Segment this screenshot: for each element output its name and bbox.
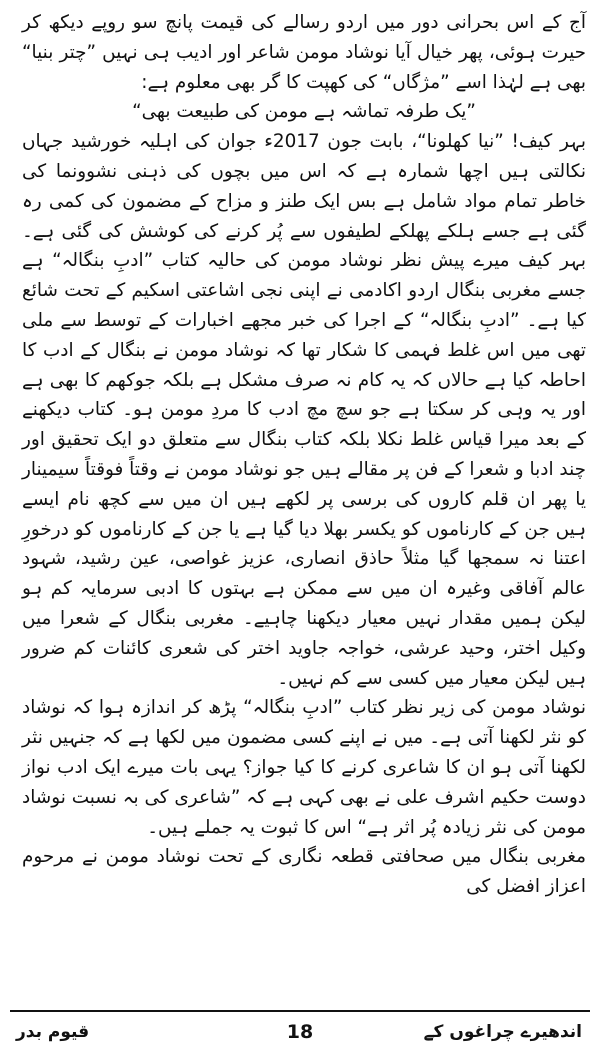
- page-footer: [10, 1016, 590, 1048]
- page-body-text: [22, 8, 586, 983]
- running-author-name: قیوم بدر: [16, 1022, 90, 1042]
- paragraph-book-review: بہر کیف! ”نیا کھلونا“، بابت جون 2017ء جوان کی اہلیہ خورشید جہاں نکالتی ہیں اچھا شمارہ ہے کہ اس میں بچوں کی ذہنی نشوونما کی خاطر تمام مواد شامل ہے بس ایک طنز و مزاح کے مضمون کی کمی رہ گئی ہے جسے ہلکے پھلکے لطیفوں سے پُر کرنے کی کوشش کی گئی ہے۔ بہر کیف میرے پیش نظر نوشاد مومن کی حالیہ کتاب ”ادبِ بنگالہ“ ہے جسے مغربی بنگال اردو اکادمی نے اپنی نجی اشاعتی اسکیم کے تحت شائع کیا ہے۔ ”ادبِ بنگالہ“ کے اجرا کی خبر مجھے اخبارات کے توسط سے ملی تھی میں اس غلط فہمی کا شکار تھا کہ نوشاد مومن نے بنگال کے ادب کا احاطہ کیا ہے حالاں کہ یہ کام نہ صرف مشکل ہے بلکہ جوکھم کا بھی ہے اور یہ وہی کر سکتا ہے جو سچ مچ ادب کا مردِ مومن ہو۔ کتاب دیکھنے کے بعد میرا قیاس غلط نکلا بلکہ کتاب بنگال سے متعلق دو ایک تحقیق اور چند ادبا و شعرا کے فن پر مقالے ہیں جو نوشاد مومن نے وقتاً فوقتاً سیمینار یا پھر ان قلم کاروں کی برسی پر لکھے ہیں ان میں سے کچھ نام ایسے ہیں جن کے کارناموں کو یکسر بھلا دیا گیا ہے یا جن کے کارناموں کو درخورِ اعتنا نہ سمجھا گیا مثلاً حاذق انصاری، عزیز غواصی، عین رشید، شہود عالم آفاقی وغیرہ ان میں سے ممکن ہے بہتوں کا ادبی سرمایہ کم ہو لیکن ہمیں مقدار نہیں معیار دیکھنا چاہیے۔ مغربی بنگال کے شعرا میں وکیل اختر، وحید عرشی، خواجہ جاوید اختر کی شعری کائنات کم ضرور ہیں لیکن معیار میں کسی سے کم نہیں۔: [22, 131, 587, 689]
- running-book-title: اندھیرے چراغوں کے: [423, 1022, 582, 1042]
- paragraph-intro: آج کے اس بحرانی دور میں اردو رسالے کی قیمت پانچ سو روپے دیکھ کر حیرت ہوئی، پھر خیال آیا نوشاد مومن شاعر اور ادیب ہی نہیں ”چتر بنیا“ بھی ہے لہٰذا اسے ”مژگاں“ کی کھپت کا گر بھی معلوم ہے:: [22, 12, 586, 93]
- footer-divider: [10, 1010, 590, 1012]
- paragraph-closing: مغربی بنگال میں صحافتی قطعہ نگاری کے تحت نوشاد مومن نے مرحوم اعزاز افضل کی: [22, 846, 586, 898]
- page-number: 18: [286, 1021, 314, 1043]
- paragraph-prose-remark: نوشاد مومن کی زیر نظر کتاب ”ادبِ بنگالہ“ پڑھ کر اندازہ ہوا کہ نوشاد کو نثر لکھنا آتی ہے۔ میں نے اپنے کسی مضمون میں لکھا ہے کہ جنہیں نثر لکھنا آتی ہو ان کا شاعری کرنے کا کیا جواز؟ یہی بات میرے ایک ادب نواز دوست حکیم اشرف علی نے بھی کہی ہے کہ ”شاعری کی بہ نسبت نوشاد مومن کی نثر زیادہ پُر اثر ہے“ اس کا ثبوت یہ جملے ہیں۔: [22, 697, 586, 838]
- verse-quote: ”یک طرفہ تماشہ ہے مومن کی طبیعت بھی“: [132, 101, 476, 123]
